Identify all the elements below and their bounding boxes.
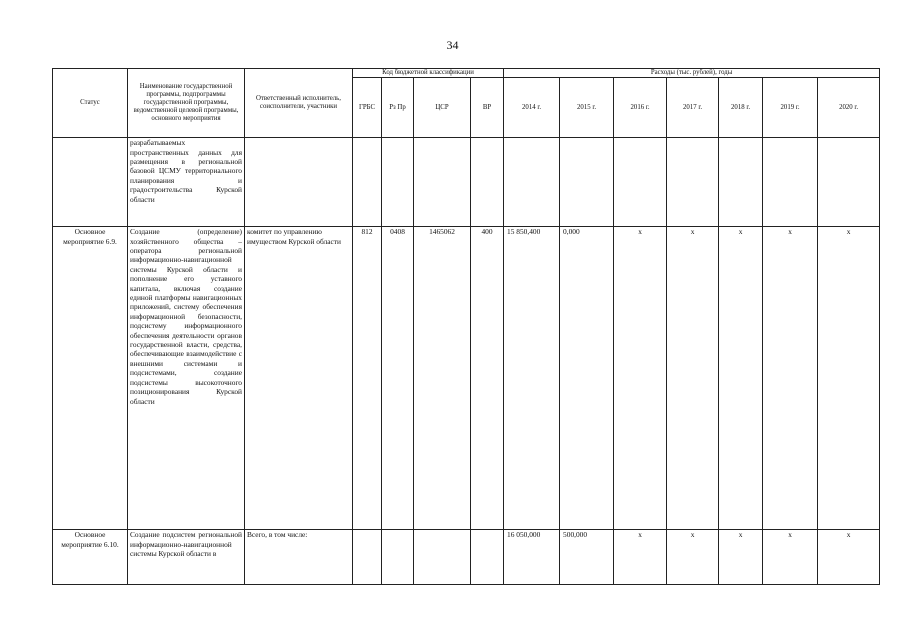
row-grbs (353, 530, 382, 585)
row-responsible: комитет по управлению имуществом Курской области (245, 227, 353, 530)
row-responsible: Всего, в том числе: (245, 530, 353, 585)
header-status: Статус (53, 69, 128, 138)
header-2019: 2019 г. (763, 78, 818, 138)
row-status (53, 138, 128, 227)
row-responsible (245, 138, 353, 227)
header-2016: 2016 г. (614, 78, 667, 138)
header-rzpr: Рз Пр (382, 78, 414, 138)
row-2018: х (719, 227, 763, 530)
header-budget-code-group: Код бюджетной классификации (353, 69, 504, 78)
row-2016: х (614, 227, 667, 530)
table-row (53, 530, 880, 585)
row-2014: 16 050,000 (504, 530, 560, 585)
row-2014 (504, 138, 560, 227)
row-vr: 400 (471, 227, 504, 530)
header-csr: ЦСР (414, 78, 471, 138)
row-2016 (614, 138, 667, 227)
row-grbs (353, 138, 382, 227)
row-2018 (719, 138, 763, 227)
row-2017 (667, 138, 719, 227)
row-2019: х (763, 227, 818, 530)
row-rzpr: 0408 (382, 227, 414, 530)
header-2015: 2015 г. (560, 78, 614, 138)
row-2020: х (818, 530, 880, 585)
row-name: разрабатываемых пространственных данных для размещения в региональной базовой ЦСМУ территориального планирования и градостроительства Курской области (128, 138, 245, 227)
row-2014: 15 850,400 (504, 227, 560, 530)
row-vr (471, 530, 504, 585)
row-2015: 0,000 (560, 227, 614, 530)
row-2015: 500,000 (560, 530, 614, 585)
row-rzpr (382, 530, 414, 585)
header-grbs: ГРБС (353, 78, 382, 138)
row-grbs: 812 (353, 227, 382, 530)
row-csr (414, 530, 471, 585)
header-2017: 2017 г. (667, 78, 719, 138)
row-rzpr (382, 138, 414, 227)
row-2016: х (614, 530, 667, 585)
row-csr: 1465062 (414, 227, 471, 530)
header-2018: 2018 г. (719, 78, 763, 138)
row-2017: х (667, 530, 719, 585)
header-responsible: Ответственный исполнитель, соисполнители, участники (245, 69, 353, 138)
header-vr: ВР (471, 78, 504, 138)
row-2020 (818, 138, 880, 227)
header-name: Наименование государственной программы, подпрограммы государственной программы, ведомственной целевой программы, основного мероприятия (128, 69, 245, 138)
header-2020: 2020 г. (818, 78, 880, 138)
row-status: Основное мероприятие 6.9. (53, 227, 128, 530)
header-2014: 2014 г. (504, 78, 560, 138)
budget-table (52, 68, 880, 585)
row-2019 (763, 138, 818, 227)
row-2018: х (719, 530, 763, 585)
row-vr (471, 138, 504, 227)
row-name: Создание (определение) хозяйственного общества – оператора региональной информационно-навигационной системы Курской области и пополнение его уставного капитала, включая создание единой платформы навигационных приложений, систему обеспечения информационной безопасности, подсистему информационного обеспечения деятельности органов государственной власти, средства, обеспечивающие взаимодействие с внешними системами и подсистемами, создание подсистемы высокоточного позиционирования Курской области (128, 227, 245, 530)
table-row (53, 138, 880, 227)
row-2015 (560, 138, 614, 227)
row-2019: х (763, 530, 818, 585)
row-csr (414, 138, 471, 227)
row-2017: х (667, 227, 719, 530)
row-2020: х (818, 227, 880, 530)
page-number: 34 (446, 38, 459, 52)
header-expenses-group: Расходы (тыс. рублей), годы (504, 69, 880, 78)
row-name: Создание подсистем региональной информационно-навигационной системы Курской области в (128, 530, 245, 585)
row-status: Основное мероприятие 6.10. (53, 530, 128, 585)
table-row (53, 227, 880, 530)
